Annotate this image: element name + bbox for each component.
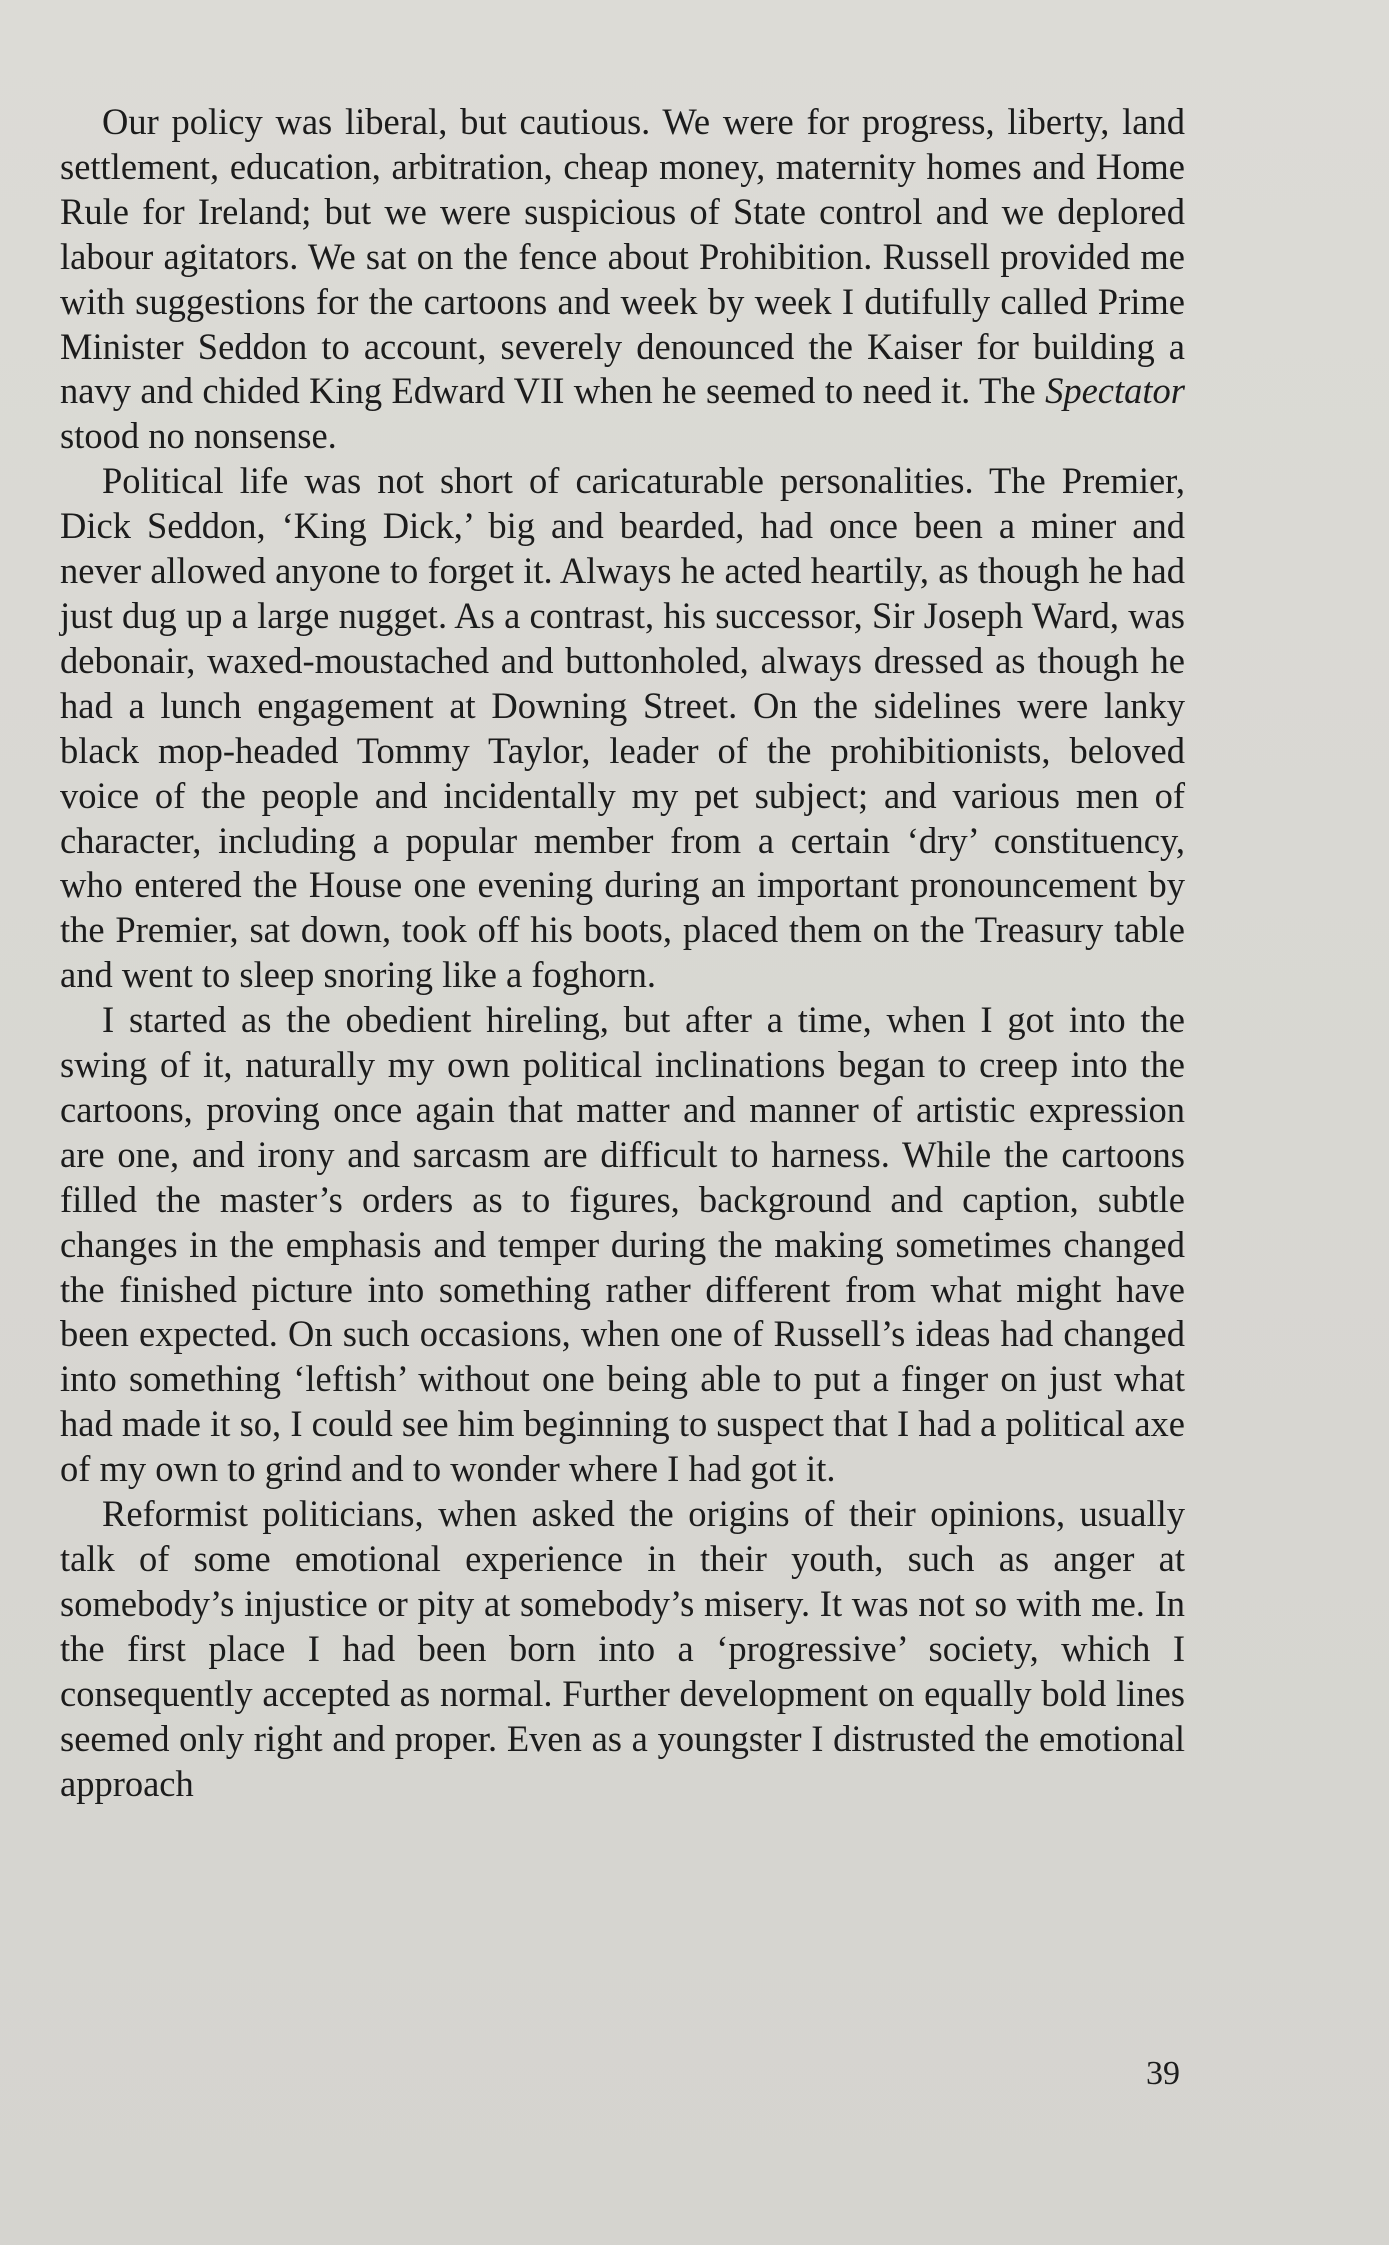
paragraph-reformist-politicians: Reformist politicians, when asked the origins of their opinions, usually talk of some emotional experience in their youth, such as anger at somebody’s injustice or pity at somebody’s misery. It was not so with me. In the first place I had been born into a ‘progressive’ society, which I consequently accepted as normal. Further development on equally bold lines seemed only right and proper. Even as a youngster I distrusted the emotional approach xyxy=(60,1493,1185,1804)
body-text xyxy=(60,100,1185,1806)
paragraph-obedient-hireling: I started as the obedient hireling, but after a time, when I got into the swing of it, naturally my own political inclinations began to creep into the cartoons, proving once again that matter and manner of artistic expression are one, and irony and sarcasm are difficult to harness. While the cartoons filled the master’s orders as to figures, background and caption, subtle changes in the emphasis and temper during the making sometimes changed the finished picture into something rather different from what might have been expected. On such occasions, when one of Russell’s ideas had changed into something ‘leftish’ without one being able to put a finger on just what had made it so, I could see him beginning to suspect that I had a political axe of my own to grind and to wonder where I had got it. xyxy=(60,999,1185,1490)
spectator-title: Spectator xyxy=(1045,370,1185,412)
page-number: 39 xyxy=(1146,2055,1180,2092)
paragraph-policy-start: Our policy was liberal, but cautious. We were for progress, liberty, land settlement, education, arbitration, cheap money, maternity homes and Home Rule for Ireland; but we were suspicious of State control and we deplored labour agitators. We sat on the fence about Prohibition. Russell provided me with suggestions for the cartoons and week by week I dutifully called Prime Minister Seddon to account, severely denounced the Kaiser for building a navy and chided King Edward VII when he seemed to need it. The xyxy=(60,101,1185,412)
paragraph-political-life: Political life was not short of caricaturable personalities. The Premier, Dick Seddon, ‘King Dick,’ big and bearded, had once been a miner and never allowed anyone to forget it. Always he acted heartily, as though he had just dug up a large nugget. As a contrast, his successor, Sir Joseph Ward, was debonair, waxed-moustached and buttonholed, always dressed as though he had a lunch engagement at Downing Street. On the sidelines were lanky black mop-headed Tommy Taylor, leader of the prohibitionists, beloved voice of the people and incidentally my pet subject; and various men of character, including a popular member from a certain ‘dry’ constituency, who entered the House one evening during an important pronouncement by the Premier, sat down, took off his boots, placed them on the Treasury table and went to sleep snoring like a foghorn. xyxy=(60,460,1185,996)
paragraph-policy-end: stood no nonsense. xyxy=(60,415,337,457)
paragraph-policy xyxy=(60,100,1185,459)
